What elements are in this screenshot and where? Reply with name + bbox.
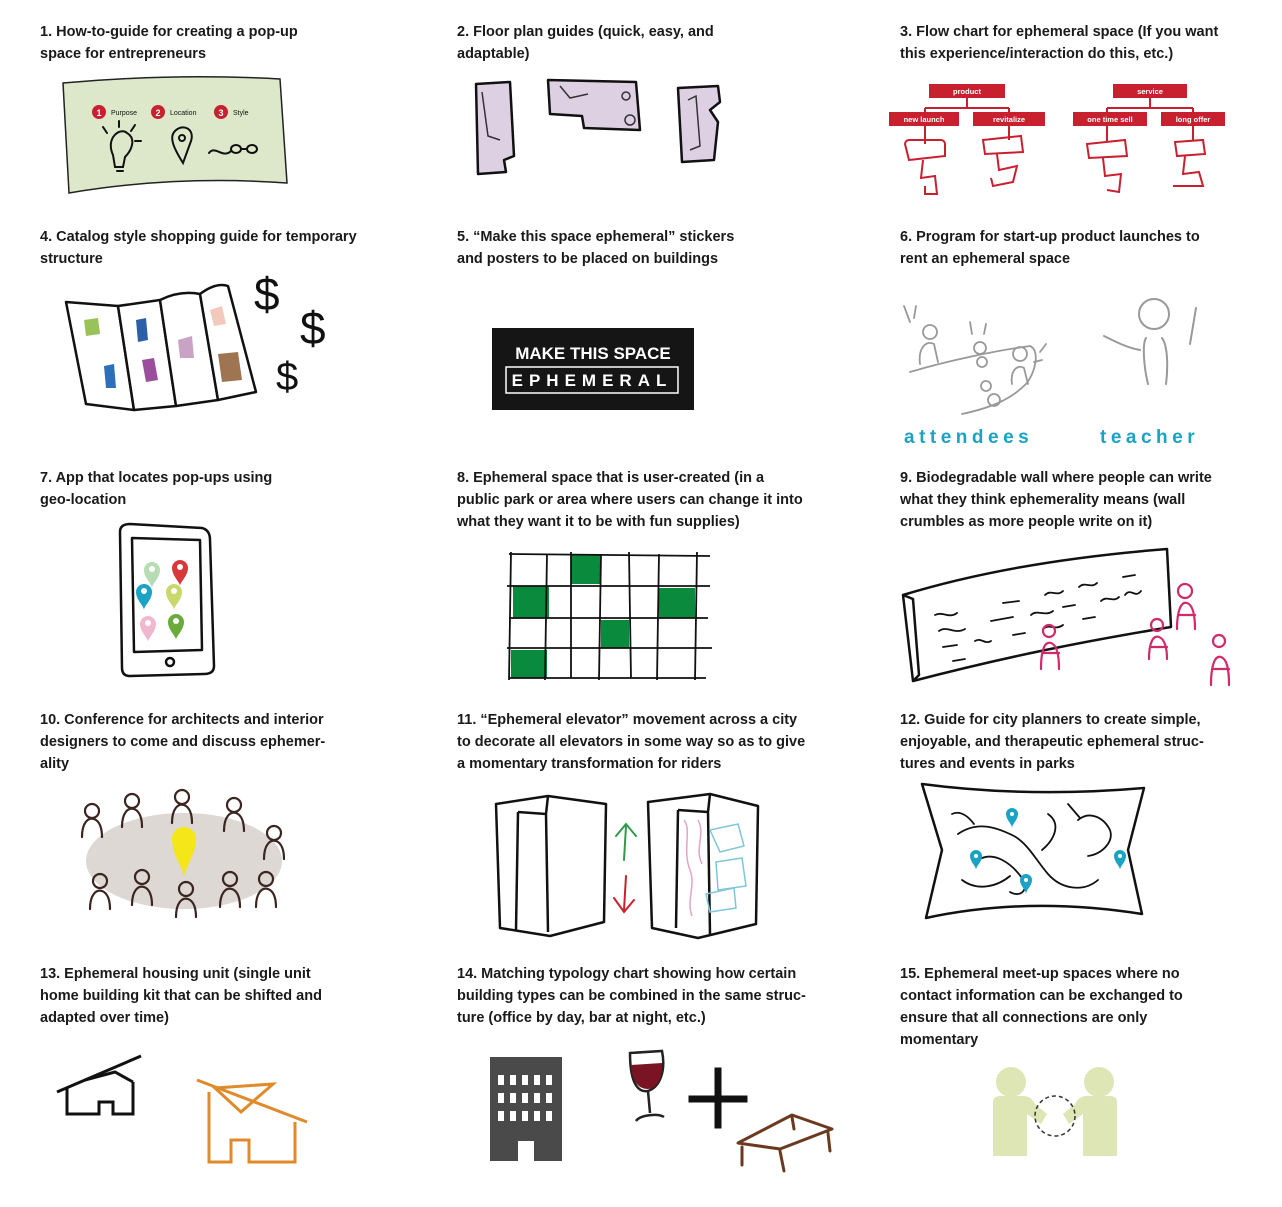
flow-node-long-offer [1161, 112, 1225, 126]
idea-2-caption: 2. Floor plan guides (quick, easy, and adaptable) [457, 24, 714, 62]
idea-11 [457, 709, 857, 775]
idea-15-caption: 15. Ephemeral meet-up spaces where no contact information can be exchanged to ensure that all connections are only momentary [900, 966, 1183, 1048]
idea-14 [457, 963, 857, 1029]
idea-15 [900, 963, 1282, 1051]
idea-4-caption: 4. Catalog style shopping guide for temporary structure [40, 229, 357, 267]
idea-6 [900, 226, 1282, 270]
svg-text:Location: Location [170, 110, 197, 117]
idea-1-caption: 1. How-to-guide for creating a pop-up space for entrepreneurs [40, 24, 298, 62]
idea-2 [457, 21, 857, 65]
idea-1 [40, 21, 440, 65]
idea-14-caption: 14. Matching typology chart showing how certain building types can be combined in the same struc- ture (office by day, bar at night, etc.) [457, 966, 806, 1026]
svg-text:3: 3 [218, 108, 224, 118]
idea-7-caption: 7. App that locates pop-ups using geo-location [40, 470, 273, 508]
office-building-icon [490, 1057, 562, 1161]
flow-node-one-time-sell [1073, 112, 1147, 126]
idea-12-caption: 12. Guide for city planners to create simple, enjoyable, and therapeutic ephemeral struc- tures and events in parks [900, 712, 1204, 772]
idea-10-caption: 10. Conference for architects and interior designers to come and discuss ephemer- ality [40, 712, 326, 772]
flow-node-product [929, 84, 1005, 98]
idea-3-caption: 3. Flow chart for ephemeral space (If you want this experience/interaction do this, etc.) [900, 24, 1219, 62]
writing-wall-icon [895, 545, 1240, 690]
dollar-sign-2: $ [300, 302, 326, 354]
idea-3 [900, 21, 1282, 65]
map-guide-icon [55, 75, 295, 205]
svg-text:product: product [953, 87, 981, 96]
house-kit-icon [55, 1050, 315, 1170]
sticker-icon [492, 328, 694, 410]
svg-text:long offer: long offer [1175, 115, 1211, 124]
handshake-icon [985, 1062, 1125, 1158]
idea-8-caption: 8. Ephemeral space that is user-created (in a public park or area where users can change it into what they want it to be with fun supplies) [457, 470, 803, 530]
idea-9-caption: 9. Biodegradable wall where people can write what they think ephemerality means (wall crumbles as more people write on it) [900, 470, 1212, 530]
svg-text:Style: Style [233, 110, 249, 117]
conference-table-icon [70, 785, 310, 925]
grid-park-icon [505, 550, 715, 680]
teacher-label: teacher [1100, 427, 1200, 448]
svg-text:2: 2 [155, 108, 161, 118]
flow-chart-icon [885, 82, 1230, 202]
svg-text:one time sell: one time sell [1087, 115, 1133, 124]
catalog-icon [60, 262, 340, 417]
typology-icon [488, 1045, 838, 1175]
attendees-label: attendees [904, 427, 1034, 448]
dollar-sign-1: $ [254, 268, 280, 320]
idea-7 [40, 467, 440, 511]
wine-glass-icon [630, 1051, 664, 1121]
flow-node-new-launch [889, 112, 959, 126]
svg-text:new launch: new launch [903, 115, 945, 124]
svg-text:1: 1 [96, 108, 102, 118]
flow-node-service [1113, 84, 1187, 98]
plus-icon [692, 1071, 744, 1125]
svg-text:EPHEMERAL: EPHEMERAL [511, 371, 673, 390]
idea-13 [40, 963, 440, 1029]
idea-9 [900, 467, 1282, 533]
bar-table-icon [738, 1115, 832, 1171]
svg-text:Purpose: Purpose [111, 110, 138, 117]
elevator-icon [488, 790, 768, 945]
park-map-icon [918, 780, 1150, 920]
flow-node-revitalize [973, 112, 1045, 126]
idea-10 [40, 709, 440, 775]
idea-11-caption: 11. “Ephemeral elevator” movement across a city to decorate all elevators in some way so as to give a momentary transformation for riders [457, 712, 806, 772]
svg-text:revitalize: revitalize [992, 115, 1026, 124]
idea-6-caption: 6. Program for start-up product launches to rent an ephemeral space [900, 229, 1200, 267]
svg-text:MAKE THIS SPACE: MAKE THIS SPACE [515, 344, 671, 363]
phone-map-icon [110, 522, 222, 682]
dollar-sign-3: $ [276, 355, 299, 399]
floor-plan-icon [470, 76, 730, 178]
idea-5 [457, 226, 857, 270]
idea-8 [457, 467, 857, 533]
presentation-icon [890, 288, 1230, 448]
idea-12 [900, 709, 1282, 775]
idea-13-caption: 13. Ephemeral housing unit (single unit home building kit that can be shifted and adapted over time) [40, 966, 322, 1026]
svg-text:service: service [1137, 87, 1163, 96]
idea-5-caption: 5. “Make this space ephemeral” stickers and posters to be placed on buildings [457, 229, 735, 267]
